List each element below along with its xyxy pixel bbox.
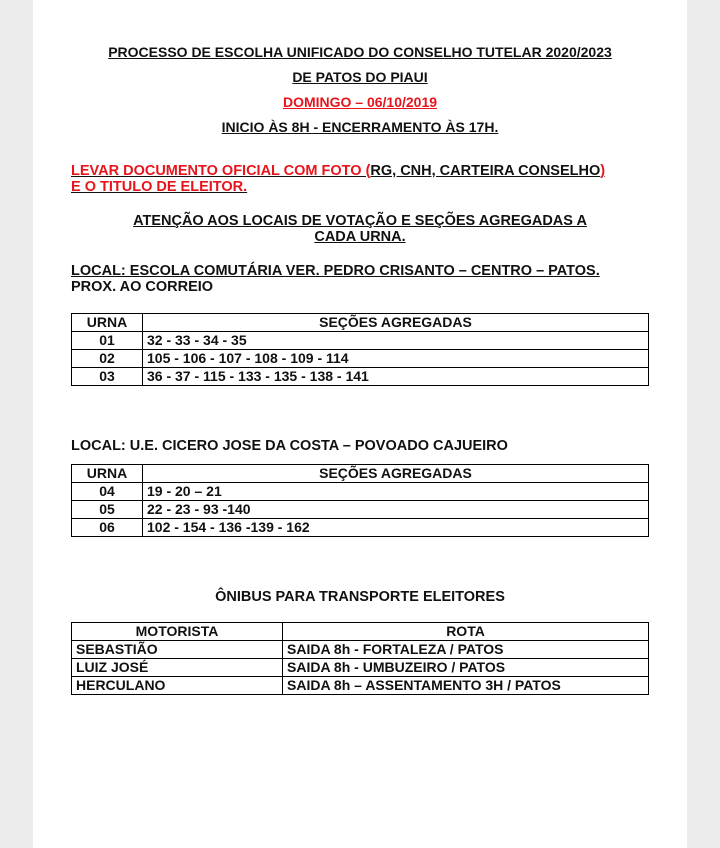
local-2-title: LOCAL: U.E. CICERO JOSE DA COSTA – POVOADO CAJUEIRO	[71, 438, 508, 454]
local-1-table	[71, 313, 649, 386]
title-line-2: DE PATOS DO PIAUI	[292, 69, 428, 85]
table-row	[72, 350, 649, 368]
motorista-header: MOTORISTA	[72, 623, 283, 641]
attention-line-1: ATENÇÃO AOS LOCAIS DE VOTAÇÃO E SEÇÕES AGREGADAS A	[133, 213, 587, 229]
notice-part-3: )	[600, 163, 606, 179]
urna-cell: 04	[72, 483, 143, 501]
motorista-cell: SEBASTIÃO	[72, 641, 283, 659]
rota-header: ROTA	[283, 623, 649, 641]
table-row	[72, 483, 649, 501]
urna-cell: 03	[72, 368, 143, 386]
document-content	[71, 44, 649, 695]
secoes-cell: 32 - 33 - 34 - 35	[143, 332, 649, 350]
bus-table	[71, 622, 649, 695]
secoes-header: SEÇÕES AGREGADAS	[143, 314, 649, 332]
secoes-header: SEÇÕES AGREGADAS	[143, 465, 649, 483]
table-header-row	[72, 623, 649, 641]
table-row	[72, 368, 649, 386]
voting-hours: INICIO ÀS 8H - ENCERRAMENTO ÀS 17H.	[221, 119, 499, 135]
motorista-cell: LUIZ JOSÉ	[72, 659, 283, 677]
title-line-1: PROCESSO DE ESCOLHA UNIFICADO DO CONSELHO TUTELAR 2020/2023	[108, 44, 612, 60]
attention-line-2: CADA URNA.	[314, 229, 406, 245]
urna-cell: 02	[72, 350, 143, 368]
table-row	[72, 659, 649, 677]
bus-section-title: ÔNIBUS PARA TRANSPORTE ELEITORES	[215, 589, 505, 605]
urna-header: URNA	[72, 314, 143, 332]
notice-part-4: E O TITULO DE ELEITOR.	[71, 179, 248, 195]
attention-notice	[71, 213, 649, 245]
secoes-cell: 36 - 37 - 115 - 133 - 135 - 138 - 141	[143, 368, 649, 386]
secoes-cell: 22 - 23 - 93 -140	[143, 501, 649, 519]
secoes-cell: 102 - 154 - 136 -139 - 162	[143, 519, 649, 537]
rota-cell: SAIDA 8h - UMBUZEIRO / PATOS	[283, 659, 649, 677]
notice-part-2: RG, CNH, CARTEIRA CONSELHO	[370, 163, 601, 179]
local-1-heading	[71, 263, 649, 295]
motorista-cell: HERCULANO	[72, 677, 283, 695]
table-row	[72, 641, 649, 659]
table-row	[72, 332, 649, 350]
table-row	[72, 501, 649, 519]
urna-header: URNA	[72, 465, 143, 483]
notice-part-1: LEVAR DOCUMENTO OFICIAL COM FOTO (	[71, 163, 371, 179]
table-row	[72, 677, 649, 695]
table-row	[72, 519, 649, 537]
local-1-title: LOCAL: ESCOLA COMUTÁRIA VER. PEDRO CRISANTO – CENTRO – PATOS.	[71, 263, 600, 279]
local-2-table	[71, 464, 649, 537]
urna-cell: 06	[72, 519, 143, 537]
document-notice	[71, 163, 649, 195]
secoes-cell: 105 - 106 - 107 - 108 - 109 - 114	[143, 350, 649, 368]
urna-cell: 01	[72, 332, 143, 350]
rota-cell: SAIDA 8h – ASSENTAMENTO 3H / PATOS	[283, 677, 649, 695]
election-date: DOMINGO – 06/10/2019	[282, 94, 438, 110]
table-header-row	[72, 465, 649, 483]
rota-cell: SAIDA 8h - FORTALEZA / PATOS	[283, 641, 649, 659]
table-header-row	[72, 314, 649, 332]
local-1-subtitle: PROX. AO CORREIO	[71, 279, 214, 295]
urna-cell: 05	[72, 501, 143, 519]
secoes-cell: 19 - 20 – 21	[143, 483, 649, 501]
document-page	[33, 0, 687, 848]
